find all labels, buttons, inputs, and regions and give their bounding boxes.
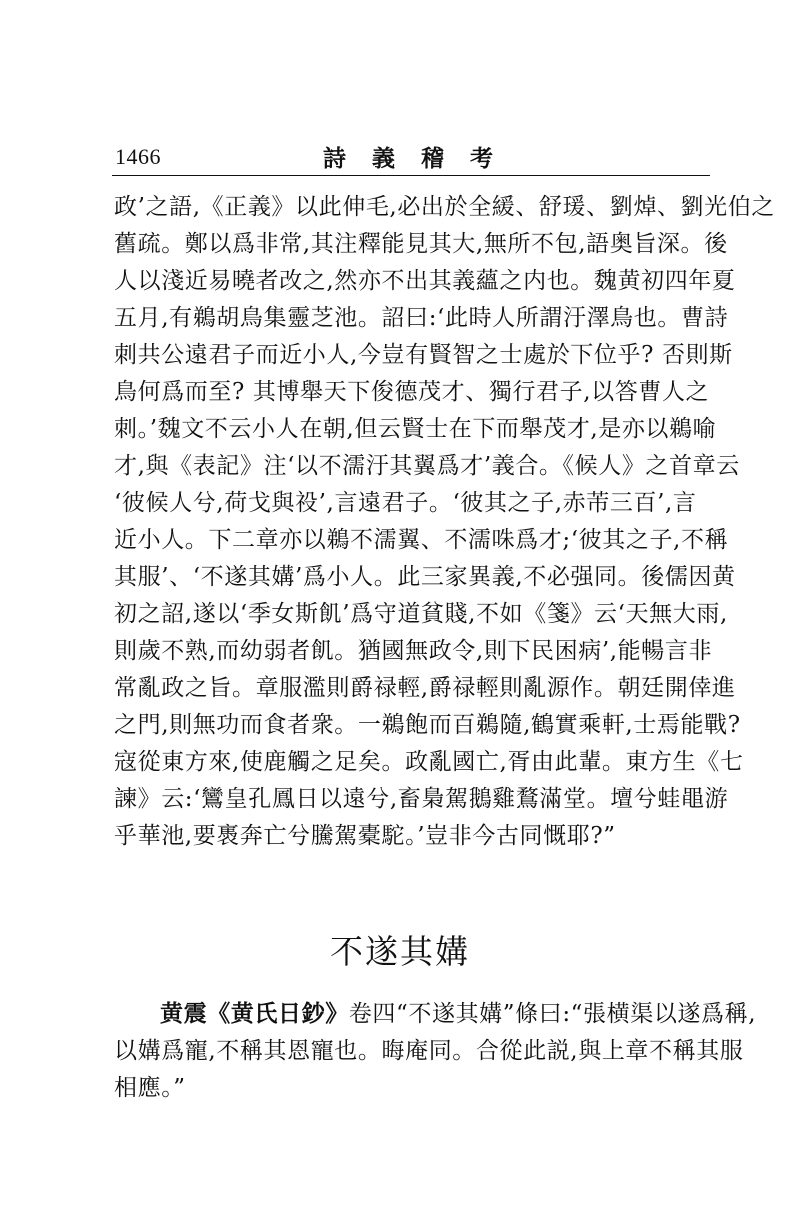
body-line: 舊疏。鄭以爲非常,其注釋能見其大,無所不包,語奥旨深。後 <box>114 231 728 257</box>
body-line: 常亂政之旨。章服濫則爵禄輕,爵禄輕則亂源作。朝廷開倖進 <box>114 675 736 701</box>
body-line: 其服’、‘不遂其媾’爲小人。此三家異義,不必强同。後儒因黄 <box>114 564 736 590</box>
cited-source: 黄震《黄氏日鈔》 <box>160 1000 349 1027</box>
body-line: ‘彼候人兮,荷戈與祋’,言遠君子。‘彼其之子,赤芾三百’,言 <box>114 490 697 516</box>
page-number: 1466 <box>115 144 161 169</box>
body-line: 才,與《表記》注‘以不濡汙其翼爲才’義合。《候人》之首章云 <box>114 453 740 479</box>
body-line: 鳥何爲而至? 其博舉天下俊德茂才、獨行君子,以答曹人之 <box>114 379 710 405</box>
note-line: 相應。” <box>114 1075 186 1101</box>
body-line: 人以淺近易曉者改之,然亦不出其義蘊之内也。魏黄初四年夏 <box>114 268 736 294</box>
body-line: 刺。’魏文不云小人在朝,但云賢士在下而舉茂才,是亦以鵜喻 <box>114 416 717 442</box>
body-line: 寇從東方來,使鹿觸之足矣。政亂國亡,胥由此輩。東方生《七 <box>114 749 744 775</box>
body-line: 政’之語,《正義》以此伸毛,必出於全緩、舒瑗、劉焯、劉光伯之 <box>114 194 775 220</box>
body-line: 近小人。下二章亦以鵜不濡翼、不濡咮爲才;‘彼其之子,不稱 <box>114 527 729 553</box>
header-rule <box>112 175 710 176</box>
body-line: 之門,則無功而食者衆。一鵜飽而百鵜隨,鶴實乘軒,士焉能戰? <box>114 712 741 738</box>
body-line: 五月,有鵜胡鳥集靈芝池。詔曰:‘此時人所謂汙澤鳥也。曹詩 <box>114 305 729 331</box>
body-line: 刺共公遠君子而近小人,今豈有賢智之士處於下位乎? 否則斯 <box>114 342 733 368</box>
body-paragraph <box>114 189 775 855</box>
note-paragraph <box>114 995 757 1107</box>
note-line <box>114 995 757 1033</box>
body-line: 諫》云:‘鸞皇孔鳳日以遠兮,畜梟駕鵝雞鶩滿堂。壇兮蛙黽游 <box>114 786 729 812</box>
body-line: 則歲不熟,而幼弱者飢。猶國無政令,則下民困病’,能暢言非 <box>114 638 713 664</box>
body-line: 初之詔,遂以‘季女斯飢’爲守道貧賤,不如《箋》云‘天無大雨, <box>114 601 728 627</box>
note-line: 以媾爲寵,不稱其恩寵也。晦庵同。合從此説,與上章不稱其服 <box>114 1038 744 1064</box>
running-head <box>115 140 710 174</box>
note-text-span: 卷四“不遂其媾”條曰:“張横渠以遂爲稱, <box>348 1001 757 1027</box>
section-heading: 不遂其媾 <box>330 932 470 971</box>
running-title: 詩 義 稽 考 <box>322 145 503 172</box>
body-line: 乎華池,要褭奔亡兮騰駕橐駝。’豈非今古同慨耶?” <box>114 823 616 849</box>
